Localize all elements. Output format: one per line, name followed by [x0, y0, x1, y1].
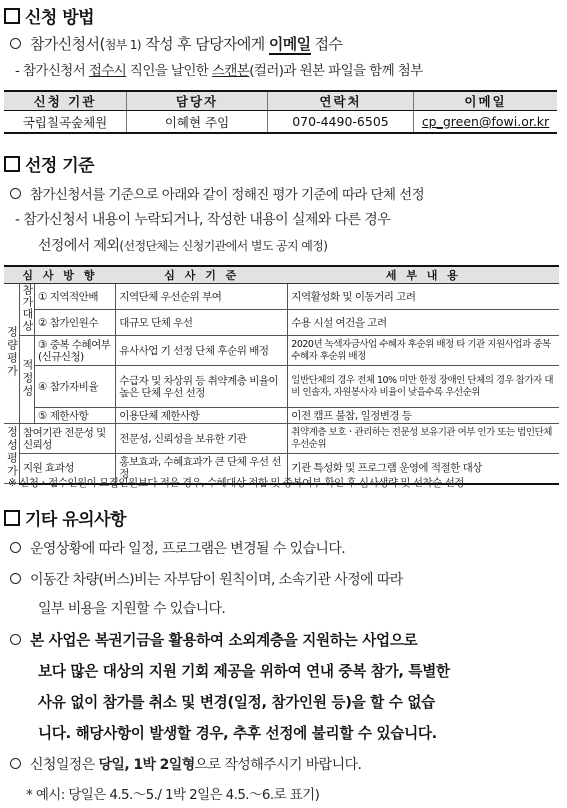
notes-item-2a: 이동간 차량(버스)비는 자부담이 원칙이며, 소속기관 사정에 따라 [0, 569, 403, 589]
row2-crit-2: 홍보효과, 수혜효과가 큰 단체 우선 선정 [116, 454, 288, 484]
section-heading-apply: 신청 방법 [4, 3, 94, 28]
row2-dir-1: 참여기관 전문성 및 신뢰성 [20, 424, 116, 454]
row-crit-2: 대규모 단체 우선 [116, 310, 288, 336]
notes-item-4: 신청일정은 당일, 1박 2일형으로 작성해주시기 바랍니다. [0, 754, 361, 774]
header-org: 신청 기관 [4, 91, 127, 111]
row-dir-2: ② 참가인원수 [35, 310, 116, 336]
circle-bullet-icon [10, 188, 21, 199]
apply-line-1: 참가신청서(첨부 1) 작성 후 담당자에게 이메일 접수 [0, 33, 342, 54]
notes-item-3-line-1: 본 사업은 복권기금을 활용하여 소외계층을 지원하는 사업으로 [0, 629, 417, 650]
row-detail-2: 수용 시설 여건을 고려 [288, 310, 559, 336]
criteria-line-3: 선정에서 제외(선정단체는 신청기관에서 별도 공지 예정) [38, 238, 328, 254]
section-heading-criteria: 선정 기준 [4, 151, 94, 176]
selection-note: ※ 신청ㆍ접수인원이 모집인원보다 적은 경우, 수혜대상 적합 및 중복여부 확인 후 심사생략 및 선착순 선정 [8, 477, 464, 489]
cell-org: 국립칠곡숲체원 [4, 111, 127, 134]
row2-detail-2: 기관 특성화 및 프로그램 운영에 적절한 대상 [288, 454, 559, 484]
notes-item-3-line-3: 사유 없이 참가를 취소 및 변경(일정, 참가인원 등)을 할 수 없습 [38, 694, 435, 711]
sub-target: 참가대상 [20, 284, 35, 336]
criteria-table [4, 265, 559, 485]
notes-item-1: 운영상황에 따라 일정, 프로그램은 변경될 수 있습니다. [0, 538, 345, 558]
row-detail-4: 일반단체의 경우 전체 10% 미만 한정 장애인 단체의 경우 참가자 대비 인솔자, 자원봉사자 비율이 낮을수록 우선순위 [288, 366, 559, 408]
row-crit-4: 수급자 및 차상위 등 취약계층 비율이 높은 단체 우선 선정 [116, 366, 288, 408]
row2-detail-1: 취약계층 보호ㆍ관리하는 전문성 보유기관 여부 인가 또는 법인단체 우선순위 [288, 424, 559, 454]
notes-item-3-line-2: 보다 많은 대상의 지원 기회 제공을 위하여 연내 중복 참가, 특별한 [38, 663, 450, 680]
email-highlight: 이메일 [268, 35, 311, 53]
row2-dir-2: 지원 효과성 [20, 454, 116, 484]
circle-bullet-icon [10, 758, 21, 769]
criteria-line-1: 참가신청서를 기준으로 아래와 같이 정해진 평가 기준에 따라 단체 선정 [0, 183, 424, 203]
notes-item-2b: 일부 비용을 지원할 수 있습니다. [38, 601, 226, 617]
header-email: 이메일 [414, 91, 558, 111]
row-crit-3: 유사사업 기 선정 단체 후순위 배정 [116, 336, 288, 366]
criteria-line-2: - 참가신청서 내용이 누락되거나, 작성한 내용이 실제와 다른 경우 [15, 212, 391, 228]
row-dir-5: ⑤ 제한사항 [35, 408, 116, 424]
circle-bullet-icon [10, 634, 21, 645]
row-detail-5: 이전 캠프 불참, 일정변경 등 [288, 408, 559, 424]
group-qualitative: 정성평가 [4, 424, 20, 484]
header-criteria: 심 사 기 준 [116, 266, 288, 284]
header-detail: 세 부 내 용 [288, 266, 559, 284]
row-crit-1: 지역단체 우선순위 부여 [116, 284, 288, 310]
row-crit-5: 이용단체 제한사항 [116, 408, 288, 424]
cell-manager: 이혜현 주임 [127, 111, 268, 134]
apply-line-2: - 참가신청서 접수시 직인을 날인한 스캔본(컬러)과 원본 파일을 함께 첨부 [15, 63, 423, 79]
circle-bullet-icon [10, 542, 21, 553]
header-phone: 연락처 [268, 91, 414, 111]
checkbox-square-icon [4, 156, 20, 172]
row-detail-1: 지역활성화 및 이동거리 고려 [288, 284, 559, 310]
contact-table [4, 90, 557, 134]
row-detail-3: 2020년 녹색자금사업 수혜자 후순위 배정 타 기관 지원사업과 중복수혜자 후순위 배정 [288, 336, 559, 366]
circle-bullet-icon [10, 573, 21, 584]
cell-phone: 070-4490-6505 [268, 111, 414, 134]
notes-item-5: * 예시: 당일은 4.5.～5./ 1박 2일은 4.5.～6.로 표기) [26, 787, 320, 803]
row2-crit-1: 전문성, 신뢰성을 보유한 기관 [116, 424, 288, 454]
section-heading-notes: 기타 유의사항 [4, 505, 126, 530]
checkbox-square-icon [4, 8, 20, 24]
sub-suitability: 적정성 [20, 336, 35, 424]
checkbox-square-icon [4, 510, 20, 526]
row-dir-3: ③ 중복 수혜여부 (신규신청) [35, 336, 116, 366]
group-quantitative: 정량평가 [4, 284, 20, 424]
header-direction: 심 사 방 향 [4, 266, 116, 284]
row-dir-4: ④ 참가자비율 [35, 366, 116, 408]
row-dir-1: ① 지역적안배 [35, 284, 116, 310]
email-link[interactable]: cp_green@fowi.or.kr [414, 111, 558, 134]
header-manager: 담당자 [127, 91, 268, 111]
circle-bullet-icon [10, 38, 21, 49]
notes-item-3-line-4: 니다. 해당사항이 발생할 경우, 추후 선정에 불리할 수 있습니다. [38, 725, 437, 742]
